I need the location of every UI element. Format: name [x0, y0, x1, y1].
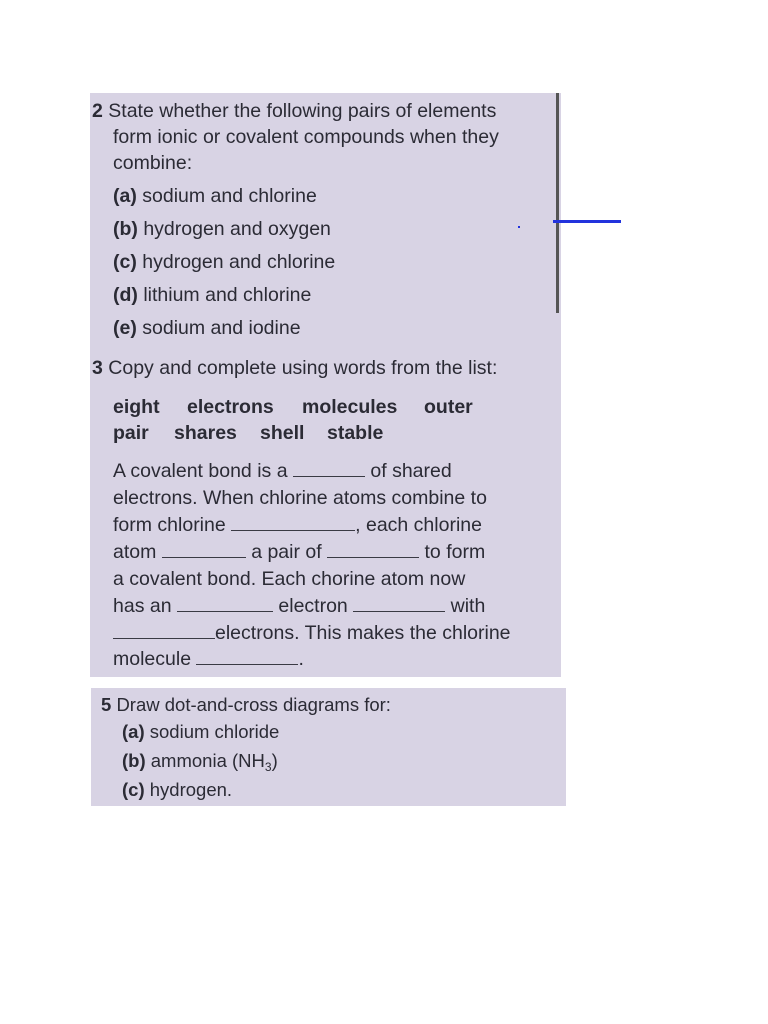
q2-stem-3: combine:: [113, 152, 193, 174]
passage-text: molecule: [113, 648, 192, 670]
q2-item-c-label: (c): [113, 251, 137, 273]
pen-dot: [518, 226, 520, 228]
blank-8: [196, 646, 298, 665]
passage-text: electron: [278, 595, 348, 617]
word-stable: stable: [327, 422, 384, 444]
passage-line-8: [113, 646, 304, 672]
word-pair: pair: [113, 422, 149, 444]
q2-item-e-label: (e): [113, 317, 137, 339]
blank-7: [113, 620, 215, 639]
passage-line-5: a covalent bond. Each chorine atom now: [113, 568, 466, 590]
word-eight: eight: [113, 396, 160, 418]
q3-stem: Copy and complete using words from the list:: [108, 357, 498, 379]
q2-item-a: [113, 183, 317, 209]
q5-item-b-text: ammonia (NH: [150, 750, 265, 771]
q2-number: 2: [92, 100, 103, 122]
passage-text: has an: [113, 595, 172, 617]
q2-item-d-label: (d): [113, 284, 138, 306]
q2-item-b-label: (b): [113, 218, 138, 240]
q5-stem: Draw dot-and-cross diagrams for:: [116, 694, 391, 715]
margin-line: [556, 93, 559, 313]
q2-item-e-text: sodium and iodine: [142, 317, 301, 339]
q2-stem-1: State whether the following pairs of elements: [108, 100, 497, 122]
q2-item-a-label: (a): [113, 185, 137, 207]
q2-item-b: [113, 216, 331, 242]
word-outer: outer: [424, 396, 473, 418]
q2-item-c-text: hydrogen and chlorine: [142, 251, 336, 273]
q3-line-1: [92, 355, 497, 381]
passage-text: .: [298, 648, 304, 670]
word-shell: shell: [260, 422, 305, 444]
blank-1: [293, 458, 365, 477]
passage-text: a pair of: [251, 541, 322, 563]
blank-6: [353, 593, 445, 612]
blank-4: [327, 539, 419, 558]
passage-line-2: electrons. When chlorine atoms combine to: [113, 487, 487, 509]
q5-item-c: [122, 777, 232, 803]
q2-item-e: [113, 315, 301, 341]
passage-text: electrons. This makes the chlorine: [215, 622, 511, 644]
word-molecules: molecules: [302, 396, 398, 418]
q5-item-a: [122, 719, 279, 745]
q5-item-b-after: ): [271, 750, 278, 771]
q5-item-a-label: (a): [122, 721, 145, 742]
passage-text: A covalent bond is a: [113, 460, 288, 482]
q2-stem-2: form ionic or covalent compounds when they: [113, 126, 499, 148]
passage-text: atom: [113, 541, 157, 563]
passage-text: of shared: [370, 460, 452, 482]
passage-line-1: [113, 458, 452, 484]
q5-item-c-label: (c): [122, 779, 145, 800]
pen-mark: [553, 220, 621, 223]
passage-text: with: [450, 595, 486, 617]
passage-text: to form: [424, 541, 486, 563]
word-electrons: electrons: [187, 396, 274, 418]
q2-line-1: [92, 98, 496, 124]
q2-item-b-text: hydrogen and oxygen: [143, 218, 331, 240]
q5-item-c-text: hydrogen.: [149, 779, 233, 800]
q5-item-b-subscript: 3: [264, 760, 272, 774]
passage-line-4: [113, 539, 485, 565]
passage-line-6: [113, 593, 485, 619]
q5-item-a-text: sodium chloride: [149, 721, 280, 742]
q5-item-b-label: (b): [122, 750, 146, 771]
blank-2: [231, 512, 355, 531]
blank-5: [177, 593, 273, 612]
q5-line-1: [101, 692, 391, 718]
passage-line-7: [113, 620, 511, 646]
q2-item-c: [113, 249, 335, 275]
q2-item-a-text: sodium and chlorine: [142, 185, 317, 207]
q3-number: 3: [92, 357, 103, 379]
q2-item-d-text: lithium and chlorine: [143, 284, 312, 306]
q2-item-d: [113, 282, 311, 308]
q5-item-b: [122, 748, 278, 774]
q5-number: 5: [101, 694, 112, 715]
passage-line-3: [113, 512, 482, 538]
passage-text: form chlorine: [113, 514, 226, 536]
blank-3: [162, 539, 246, 558]
passage-text: , each chlorine: [355, 514, 482, 536]
word-shares: shares: [174, 422, 237, 444]
